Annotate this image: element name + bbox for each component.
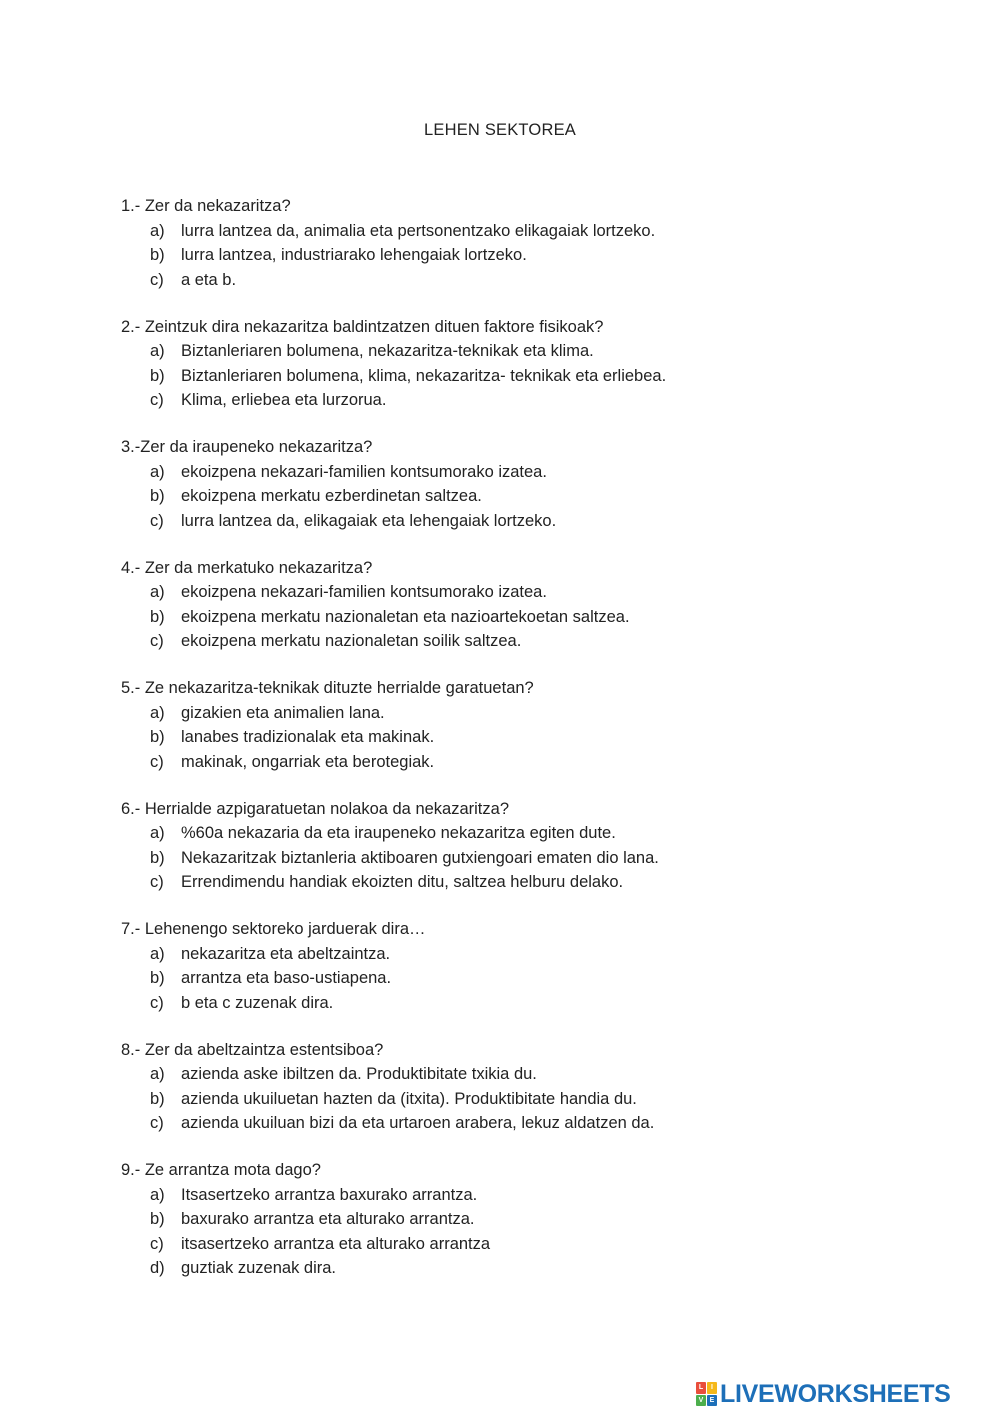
question-text: 9.- Ze arrantza mota dago? bbox=[121, 1161, 321, 1179]
page-title: LEHEN SEKTOREA bbox=[424, 121, 576, 139]
question-text: 2.- Zeintzuk dira nekazaritza baldintzatzen dituen faktore fisikoak? bbox=[121, 317, 604, 336]
logo-text: LIVEWORKSHEETS bbox=[720, 1379, 951, 1408]
option-text: Itsasertzeko arrantza baxurako arrantza. bbox=[181, 1185, 478, 1204]
option-letter: b) bbox=[150, 487, 165, 505]
answer-option[interactable] bbox=[121, 580, 941, 605]
answer-option[interactable] bbox=[121, 484, 941, 509]
question-text: 7.- Lehenengo sektoreko jarduerak dira… bbox=[121, 920, 426, 938]
answer-option[interactable] bbox=[121, 219, 941, 244]
question-5 bbox=[121, 676, 941, 774]
question-1 bbox=[121, 194, 941, 292]
option-letter: b) bbox=[150, 728, 165, 746]
answer-option[interactable] bbox=[121, 846, 941, 871]
question-list bbox=[121, 194, 941, 1303]
answer-option[interactable] bbox=[121, 388, 941, 413]
option-letter: d) bbox=[150, 1259, 165, 1277]
option-letter: c) bbox=[150, 1114, 164, 1132]
option-letter: a) bbox=[150, 944, 165, 963]
question-3 bbox=[121, 435, 941, 533]
option-text: ekoizpena merkatu nazionaletan eta nazioartekoetan saltzea. bbox=[181, 607, 630, 626]
question-6 bbox=[121, 797, 941, 895]
option-text: Biztanleriaren bolumena, klima, nekazaritza- teknikak eta erliebea. bbox=[181, 366, 667, 385]
option-text: Errendimendu handiak ekoizten ditu, saltzea helburu delako. bbox=[181, 873, 624, 891]
answer-option[interactable] bbox=[121, 364, 941, 389]
option-text: nekazaritza eta abeltzaintza. bbox=[181, 944, 391, 963]
option-text: lurra lantzea da, animalia eta pertsonentzako elikagaiak lortzeko. bbox=[181, 221, 656, 240]
option-text: a eta b. bbox=[181, 270, 237, 289]
question-text: 3.-Zer da iraupeneko nekazaritza? bbox=[121, 438, 373, 456]
option-letter: b) bbox=[150, 848, 165, 867]
option-letter: c) bbox=[150, 873, 164, 891]
answer-option[interactable] bbox=[121, 243, 941, 268]
option-letter: a) bbox=[150, 583, 165, 601]
liveworksheets-logo bbox=[696, 1378, 951, 1410]
option-letter: a) bbox=[150, 1185, 165, 1204]
logo-grid-icon bbox=[696, 1382, 717, 1406]
question-9 bbox=[121, 1158, 941, 1281]
option-letter: b) bbox=[150, 969, 165, 987]
option-text: itsasertzeko arrantza eta alturako arrantza bbox=[181, 1234, 491, 1253]
answer-option[interactable] bbox=[121, 605, 941, 630]
question-4 bbox=[121, 556, 941, 654]
question-text: 6.- Herrialde azpigaratuetan nolakoa da nekazaritza? bbox=[121, 799, 509, 818]
answer-option[interactable] bbox=[121, 268, 941, 293]
option-letter: a) bbox=[150, 342, 165, 360]
option-text: ekoizpena nekazari-familien kontsumorako izatea. bbox=[181, 583, 547, 601]
option-letter: b) bbox=[150, 246, 165, 264]
question-text: 4.- Zer da merkatuko nekazaritza? bbox=[121, 558, 373, 577]
question-text: 5.- Ze nekazaritza-teknikak dituzte herrialde garatuetan? bbox=[121, 679, 534, 697]
option-letter: c) bbox=[150, 1234, 164, 1253]
answer-option[interactable] bbox=[121, 460, 941, 485]
option-text: Klima, erliebea eta lurzorua. bbox=[181, 391, 387, 409]
answer-option[interactable] bbox=[121, 991, 941, 1016]
answer-option[interactable] bbox=[121, 1062, 941, 1087]
option-text: %60a nekazaria da eta iraupeneko nekazaritza egiten dute. bbox=[181, 824, 616, 842]
answer-option[interactable] bbox=[121, 1256, 941, 1281]
answer-option[interactable] bbox=[121, 1207, 941, 1232]
answer-option[interactable] bbox=[121, 750, 941, 775]
logo-tile: I bbox=[707, 1382, 717, 1394]
answer-option[interactable] bbox=[121, 870, 941, 895]
option-letter: a) bbox=[150, 824, 165, 842]
option-letter: b) bbox=[150, 607, 165, 626]
option-letter: c) bbox=[150, 632, 164, 650]
answer-option[interactable] bbox=[121, 942, 941, 967]
logo-tile: L bbox=[696, 1382, 706, 1394]
option-text: ekoizpena nekazari-familien kontsumorako izatea. bbox=[181, 462, 547, 481]
answer-option[interactable] bbox=[121, 1183, 941, 1208]
option-letter: a) bbox=[150, 462, 165, 481]
option-text: baxurako arrantza eta alturako arrantza. bbox=[181, 1210, 475, 1228]
option-letter: a) bbox=[150, 703, 165, 722]
answer-option[interactable] bbox=[121, 629, 941, 654]
question-8 bbox=[121, 1038, 941, 1136]
option-text: azienda ukuiluan bizi da eta urtaroen arabera, lekuz aldatzen da. bbox=[181, 1114, 655, 1132]
option-text: makinak, ongarriak eta berotegiak. bbox=[181, 752, 435, 771]
question-text: 8.- Zer da abeltzaintza estentsiboa? bbox=[121, 1040, 384, 1059]
answer-option[interactable] bbox=[121, 339, 941, 364]
option-text: ekoizpena merkatu nazionaletan soilik saltzea. bbox=[181, 632, 522, 650]
question-7 bbox=[121, 917, 941, 1015]
answer-option[interactable] bbox=[121, 1087, 941, 1112]
answer-option[interactable] bbox=[121, 1232, 941, 1257]
option-text: lurra lantzea da, elikagaiak eta lehengaiak lortzeko. bbox=[181, 511, 557, 530]
answer-option[interactable] bbox=[121, 701, 941, 726]
logo-tile: E bbox=[707, 1395, 717, 1407]
option-letter: b) bbox=[150, 366, 165, 385]
logo-tile: V bbox=[696, 1395, 706, 1407]
option-text: azienda aske ibiltzen da. Produktibitate txikia du. bbox=[181, 1065, 537, 1083]
option-letter: c) bbox=[150, 270, 164, 289]
option-text: b eta c zuzenak dira. bbox=[181, 993, 334, 1012]
option-letter: b) bbox=[150, 1089, 165, 1108]
answer-option[interactable] bbox=[121, 821, 941, 846]
option-text: gizakien eta animalien lana. bbox=[181, 703, 385, 722]
option-text: guztiak zuzenak dira. bbox=[181, 1259, 337, 1277]
option-letter: c) bbox=[150, 752, 164, 771]
answer-option[interactable] bbox=[121, 509, 941, 534]
option-text: arrantza eta baso-ustiapena. bbox=[181, 969, 392, 987]
option-text: lurra lantzea, industriarako lehengaiak lortzeko. bbox=[181, 246, 527, 264]
option-letter: a) bbox=[150, 1065, 165, 1083]
answer-option[interactable] bbox=[121, 1111, 941, 1136]
option-letter: c) bbox=[150, 993, 164, 1012]
option-letter: b) bbox=[150, 1210, 165, 1228]
option-text: lanabes tradizionalak eta makinak. bbox=[181, 728, 435, 746]
question-text: 1.- Zer da nekazaritza? bbox=[121, 197, 291, 215]
answer-option[interactable] bbox=[121, 966, 941, 991]
option-letter: c) bbox=[150, 391, 164, 409]
answer-option[interactable] bbox=[121, 725, 941, 750]
question-2 bbox=[121, 315, 941, 413]
option-text: azienda ukuiluetan hazten da (itxita). Produktibitate handia du. bbox=[181, 1089, 637, 1108]
option-text: Nekazaritzak biztanleria aktiboaren gutxiengoari ematen dio lana. bbox=[181, 848, 659, 867]
option-letter: a) bbox=[150, 221, 165, 240]
option-letter: c) bbox=[150, 511, 164, 530]
option-text: Biztanleriaren bolumena, nekazaritza-teknikak eta klima. bbox=[181, 342, 594, 360]
option-text: ekoizpena merkatu ezberdinetan saltzea. bbox=[181, 487, 482, 505]
